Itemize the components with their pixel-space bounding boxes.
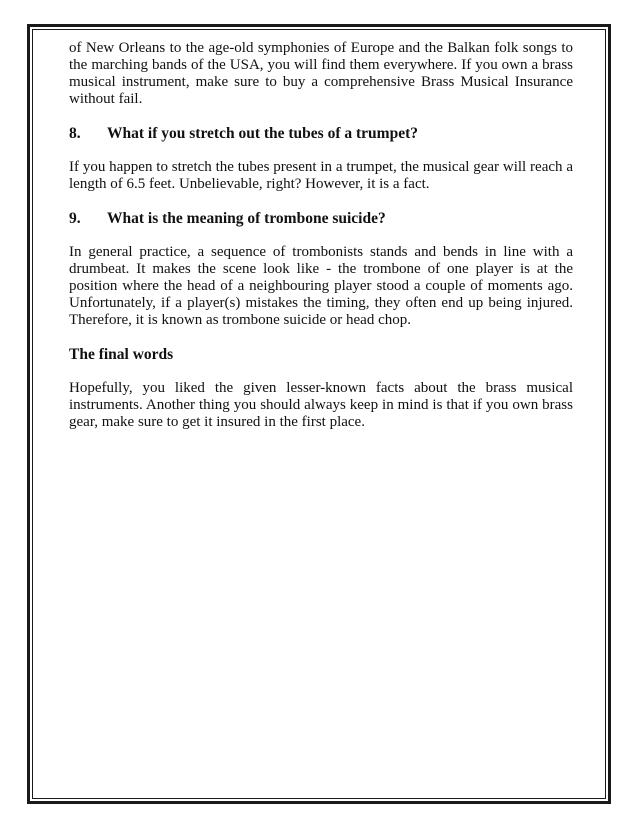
heading-section-8 bbox=[69, 125, 573, 142]
heading-number: 8. bbox=[69, 125, 81, 142]
heading-text: The final words bbox=[69, 346, 174, 363]
heading-section-9 bbox=[69, 210, 573, 227]
heading-text: What if you stretch out the tubes of a trumpet? bbox=[107, 125, 418, 142]
final-paragraph: Hopefully, you liked the given lesser-known facts about the brass musical instruments. Another thing you should always keep in mind is that if you own brass gear, make sure to get it insured in the first place. bbox=[69, 380, 573, 430]
heading-text: What is the meaning of trombone suicide? bbox=[107, 210, 386, 227]
intro-paragraph: of New Orleans to the age-old symphonies of Europe and the Balkan folk songs to the marching bands of the USA, you will find them everywhere. If you own a brass musical instrument, make sure to buy a comprehensive Brass Musical Insurance without fail. bbox=[69, 40, 573, 107]
heading-final-words bbox=[69, 346, 573, 363]
document-body bbox=[69, 40, 573, 431]
section-9-paragraph: In general practice, a sequence of trombonists stands and bends in line with a drumbeat. It makes the scene look like - the trombone of one player is at the position where the head of a neighbouring player stood a couple of moments ago. Unfortunately, if a player(s) mistakes the timing, they often end up being injured. Therefore, it is known as trombone suicide or head chop. bbox=[69, 244, 573, 328]
heading-number: 9. bbox=[69, 210, 81, 227]
section-8-paragraph: If you happen to stretch the tubes present in a trumpet, the musical gear will reach a length of 6.5 feet. Unbelievable, right? However, it is a fact. bbox=[69, 159, 573, 192]
